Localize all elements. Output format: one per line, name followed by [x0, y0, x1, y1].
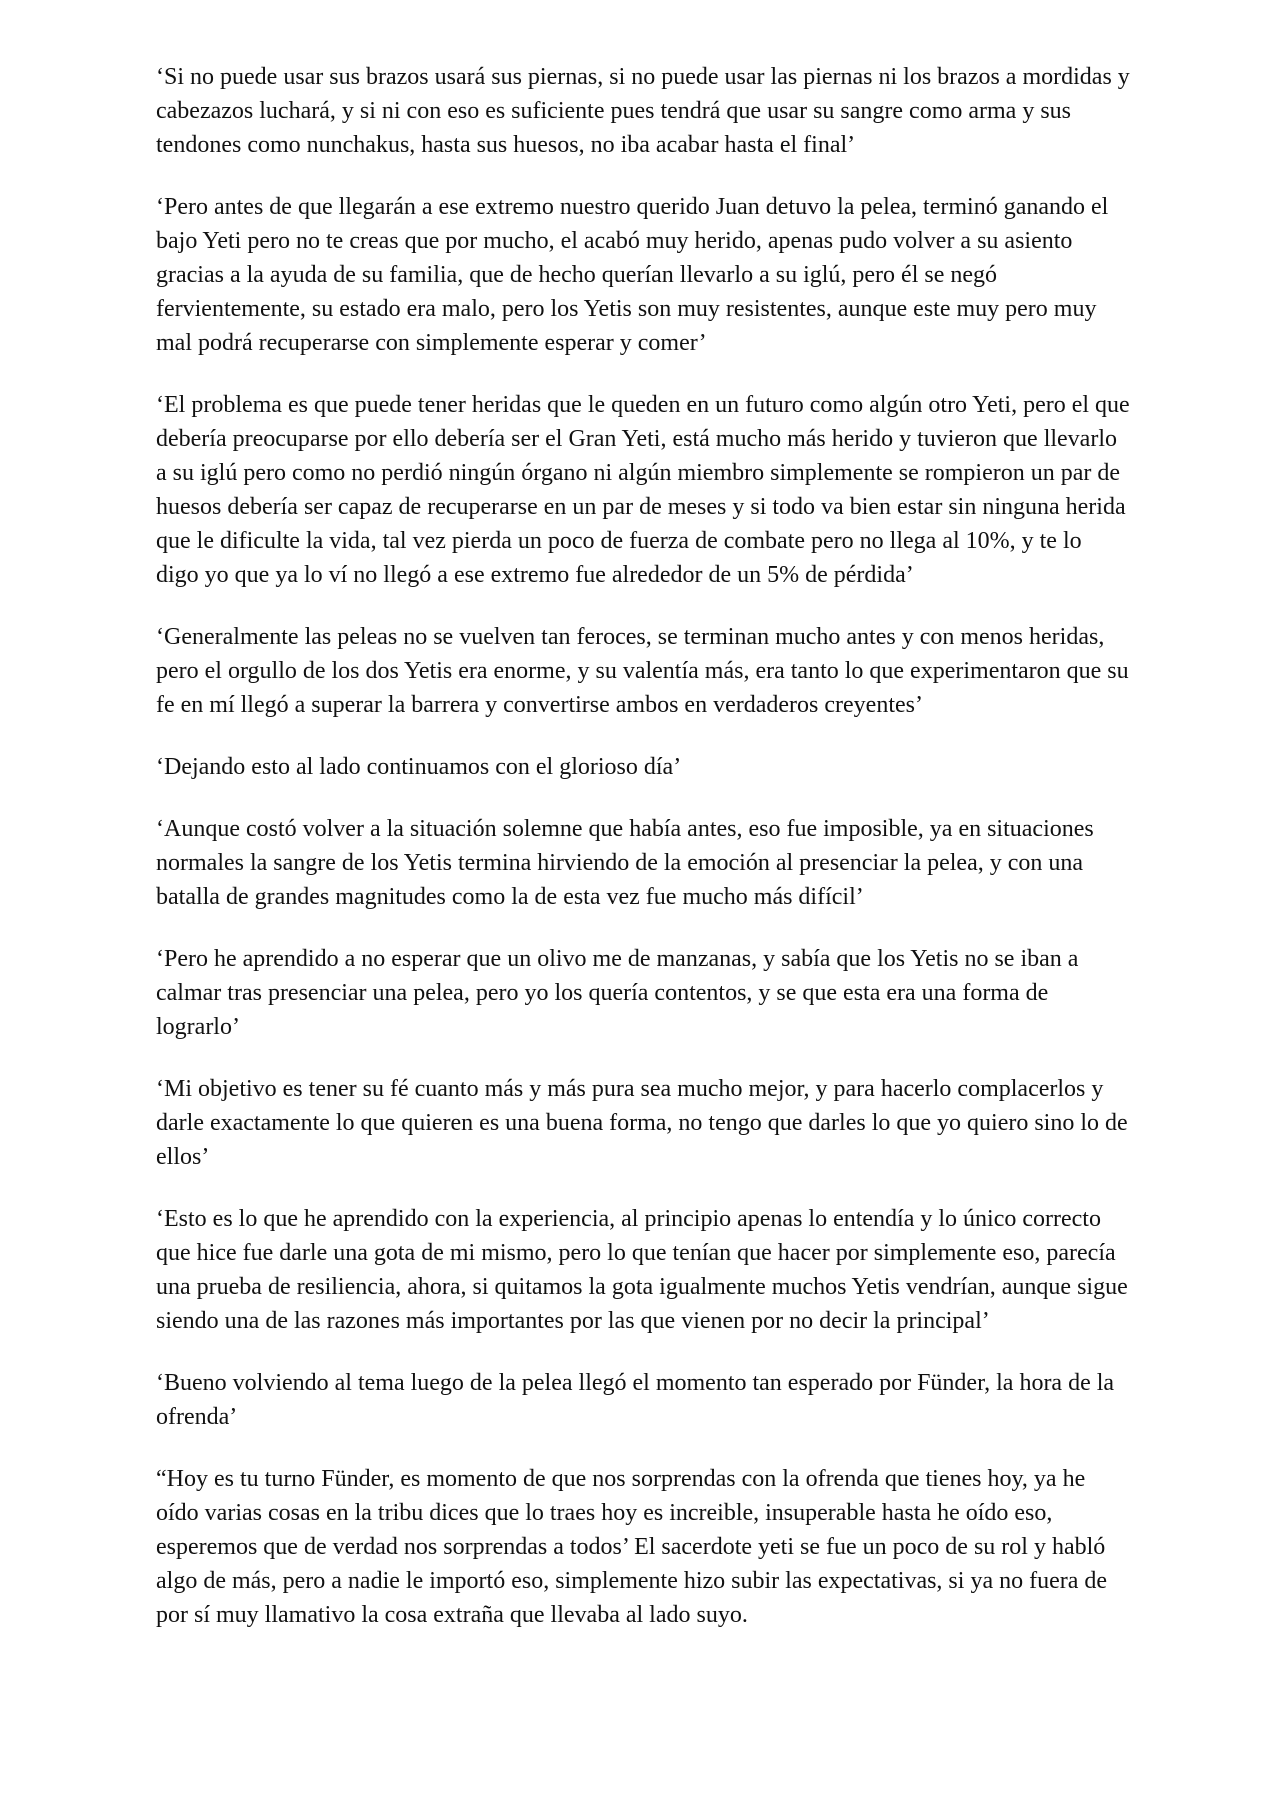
paragraph-3: ‘El problema es que puede tener heridas que le queden en un futuro como algún otro Yeti, pero el que debería preocuparse por ello debería ser el Gran Yeti, está mucho más herido y tuvieron que llevarlo a su iglú pero como no perdió ningún órgano ni algún miembro simplemente se rompieron un par de huesos debería ser capaz de recuperarse en un par de meses y si todo va bien estar sin ninguna herida que le dificulte la vida, tal vez pierda un poco de fuerza de combate pero no llega al 10%, y te lo digo yo que ya lo ví no llegó a ese extremo fue alrededor de un 5% de pérdida’ [156, 392, 1130, 588]
paragraph-9: ‘Esto es lo que he aprendido con la experiencia, al principio apenas lo entendía y lo único correcto que hice fue darle una gota de mi mismo, pero lo que tenían que hacer por simplemente eso, parecía una prueba de resiliencia, ahora, si quitamos la gota igualmente muchos Yetis vendrían, aunque sigue siendo una de las razones más importantes por las que vienen por no decir la principal’ [156, 1206, 1128, 1334]
paragraph-4: ‘Generalmente las peleas no se vuelven tan feroces, se terminan mucho antes y con menos heridas, pero el orgullo de los dos Yetis era enorme, y su valentía más, era tanto lo que experimentaron que su fe en mí llegó a superar la barrera y convertirse ambos en verdaderos creyentes’ [156, 624, 1129, 718]
paragraph-8: ‘Mi objetivo es tener su fé cuanto más y más pura sea mucho mejor, y para hacerlo complacerlos y darle exactamente lo que quieren es una buena forma, no tengo que darles lo que yo quiero sino lo de ellos’ [156, 1076, 1128, 1170]
paragraph-1: ‘Si no puede usar sus brazos usará sus piernas, si no puede usar las piernas ni los brazos a mordidas y cabezazos luchará, y si ni con eso es suficiente pues tendrá que usar su sangre como arma y sus tendones como nunchakus, hasta sus huesos, no iba acabar hasta el final’ [156, 64, 1130, 158]
paragraph-6: ‘Aunque costó volver a la situación solemne que había antes, eso fue imposible, ya en situaciones normales la sangre de los Yetis termina hirviendo de la emoción al presenciar la pelea, y con una batalla de grandes magnitudes como la de esta vez fue mucho más difícil’ [156, 816, 1094, 910]
paragraph-10: ‘Bueno volviendo al tema luego de la pelea llegó el momento tan esperado por Fünder, la hora de la ofrenda’ [156, 1370, 1115, 1430]
paragraph-11: “Hoy es tu turno Fünder, es momento de que nos sorprendas con la ofrenda que tienes hoy, ya he oído varias cosas en la tribu dices que lo traes hoy es increible, insuperable hasta he oído eso, esperemos que de verdad nos sorprendas a todos’ El sacerdote yeti se fue un poco de su rol y habló algo de más, pero a nadie le importó eso, simplemente hizo subir las expectativas, si ya no fuera de por sí muy llamativo la cosa extraña que llevaba al lado suyo. [156, 1466, 1108, 1628]
paragraph-7: ‘Pero he aprendido a no esperar que un olivo me de manzanas, y sabía que los Yetis no se iban a calmar tras presenciar una pelea, pero yo los quería contentos, y se que esta era una forma de lograrlo’ [156, 946, 1079, 1040]
paragraph-2: ‘Pero antes de que llegarán a ese extremo nuestro querido Juan detuvo la pelea, terminó ganando el bajo Yeti pero no te creas que por mucho, el acabó muy herido, apenas pudo volver a su asiento gracias a la ayuda de su familia, que de hecho querían llevarlo a su iglú, pero él se negó fervientemente, su estado era malo, pero los Yetis son muy resistentes, aunque este muy pero muy mal podrá recuperarse con simplemente esperar y comer’ [156, 194, 1109, 356]
paragraph-5: ‘Dejando esto al lado continuamos con el glorioso día’ [156, 754, 682, 780]
